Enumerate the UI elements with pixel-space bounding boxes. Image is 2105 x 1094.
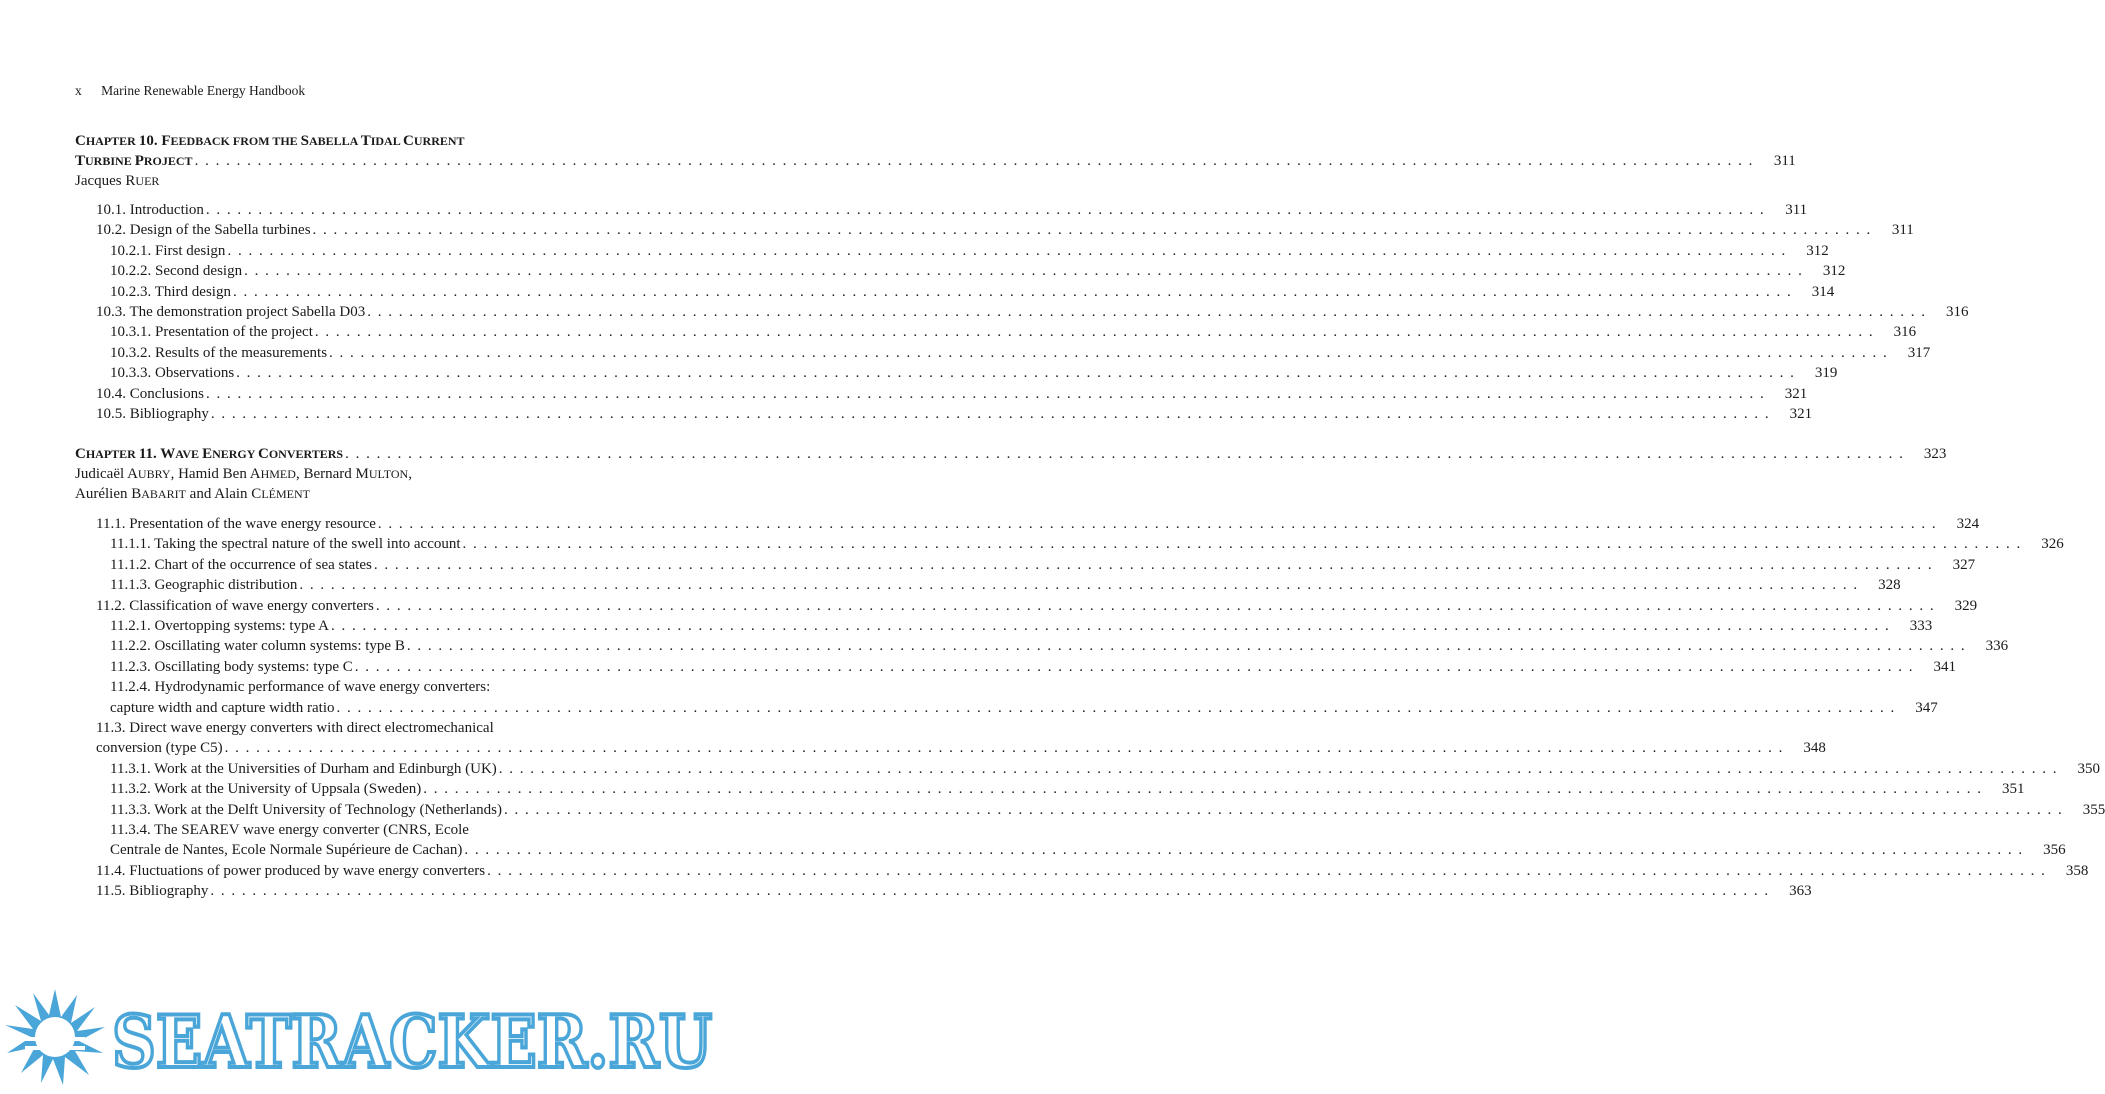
toc-entry[interactable]	[110, 616, 1933, 636]
toc-leader-dots	[337, 698, 1896, 718]
toc-leader-dots	[504, 800, 2063, 820]
toc-entry-title: 10.3.1. Presentation of the project	[110, 324, 313, 341]
toc-entry[interactable]	[96, 302, 1969, 322]
toc-entry[interactable]	[96, 404, 1813, 424]
toc-leader-dots	[329, 343, 1888, 363]
toc-entry-title: 10.3. The demonstration project Sabella D03	[96, 304, 366, 320]
running-header	[75, 83, 305, 99]
toc-entry-page: 347	[1915, 699, 1938, 716]
toc-entry-page: 350	[2077, 760, 2101, 777]
toc-entry-title: 10.2. Design of the Sabella turbines	[96, 222, 311, 239]
toc-leader-dots	[463, 534, 2022, 554]
toc-leader-dots	[236, 363, 1795, 383]
toc-entry[interactable]	[110, 555, 1976, 575]
toc-entry-title: 11.3.3. Work at the Delft University of Technology (Netherlands)	[110, 801, 502, 818]
toc-entry[interactable]	[96, 861, 2089, 881]
toc-entry-page: 312	[1806, 242, 1829, 259]
toc-leader-dots	[233, 282, 1792, 302]
toc-entry[interactable]	[110, 759, 2101, 779]
toc-entry-title: 10.3.2. Results of the measurements	[110, 344, 328, 361]
toc-entry[interactable]	[96, 881, 1812, 901]
toc-entry[interactable]	[110, 261, 1846, 281]
toc-entry-page: 358	[2065, 862, 2089, 879]
toc-entry[interactable]	[110, 840, 2066, 860]
toc-entry[interactable]	[96, 596, 1978, 616]
toc-leader-dots	[210, 881, 1769, 901]
toc-entry-page: 324	[1956, 516, 1980, 532]
toc-entry[interactable]	[96, 220, 1914, 240]
toc-entry-page: 321	[1789, 406, 1813, 422]
toc-entry-title: 11.3.2. Work at the University of Uppsala (Sweden)	[110, 781, 422, 798]
toc-entry-title: 10.5. Bibliography	[96, 406, 209, 422]
watermark-text: SEATRACKER.RU	[112, 999, 712, 1084]
toc-entry-title: 10.4. Conclusions	[96, 385, 204, 402]
watermark	[0, 985, 723, 1085]
toc-entry-title: 11.4. Fluctuations of power produced by wave energy converters	[96, 862, 486, 879]
toc-entry-title: capture width and capture width ratio	[110, 699, 335, 716]
toc-leader-dots	[244, 261, 1803, 281]
toc-entry[interactable]	[96, 514, 1980, 534]
toc-leader-dots	[313, 220, 1872, 240]
toc-entry-page: 316	[1893, 324, 1917, 341]
toc-leader-dots	[331, 616, 1890, 636]
toc-entry-page: 321	[1784, 385, 1808, 402]
toc-leader-dots	[355, 657, 1914, 677]
toc-entry-title: 10.2.2. Second design	[110, 263, 243, 280]
chapter-11-title[interactable]: CHAPTER 11. WAVE ENERGY CONVERTERS . . . 323	[75, 444, 649, 464]
toc-entry-page: 314	[1811, 283, 1835, 300]
toc-entry[interactable]	[110, 534, 2064, 554]
toc-entry-page: 311	[1891, 222, 1914, 239]
toc-entry[interactable]	[110, 363, 1838, 383]
toc-entry[interactable]	[110, 677, 649, 697]
toc-entry-page: 363	[1789, 883, 1812, 900]
chapter-11-page: 323	[1923, 446, 1947, 462]
toc-entry-page: 333	[1909, 618, 1933, 634]
toc-entry[interactable]	[96, 200, 1808, 220]
toc-entry-page: 356	[2043, 842, 2066, 859]
chapter-10-page: 311	[1773, 153, 1796, 169]
chapter-10-title-line2[interactable]: TURBINE PROJECT . . . 311	[75, 151, 649, 171]
toc-entry[interactable]	[110, 343, 1931, 363]
toc-entry[interactable]	[110, 779, 2025, 799]
toc-entry-page: 316	[1946, 304, 1969, 320]
toc-leader-dots	[423, 779, 1982, 799]
header-title: Marine Renewable Energy Handbook	[101, 83, 306, 98]
toc-entry[interactable]	[110, 282, 1835, 302]
toc-entry-title: 11.3.1. Work at the Universities of Durham and Edinburgh (UK)	[110, 760, 497, 777]
toc-entry-title: 11.3. Direct wave energy converters with direct electromechanical	[96, 720, 494, 736]
toc-entry[interactable]	[110, 820, 649, 840]
toc-entry[interactable]	[110, 698, 1938, 718]
toc-leader-dots	[211, 404, 1770, 424]
toc-entry[interactable]	[96, 738, 1826, 758]
toc-leader-dots	[225, 738, 1784, 758]
toc-entry-title: 11.3.4. The SEAREV wave energy converter (CNRS, Ecole	[110, 822, 469, 838]
toc-entry-title: 11.2.1. Overtopping systems: type A	[110, 618, 330, 634]
toc-entry-page: 348	[1803, 740, 1826, 757]
toc-leader-dots	[487, 861, 2046, 881]
toc-leader-dots	[367, 302, 1926, 322]
toc-leader-dots	[206, 200, 1765, 220]
toc-leader-dots	[315, 322, 1874, 342]
toc-entry-page: 326	[2041, 536, 2064, 553]
toc-entry[interactable]	[110, 322, 1917, 342]
toc-leader-dots	[378, 514, 1937, 534]
toc-entry-title: 10.2.3. Third design	[110, 283, 231, 300]
toc-entry[interactable]	[96, 718, 649, 738]
toc-leader-dots	[206, 384, 1765, 404]
toc-leader-dots	[374, 555, 1933, 575]
toc-entry-title: 11.5. Bibliography	[96, 883, 209, 900]
toc-leader-dots	[464, 840, 2023, 860]
toc-entry-title: 11.1. Presentation of the wave energy resource	[96, 516, 376, 532]
toc-leader-dots	[227, 241, 1786, 261]
toc-entry-page: 328	[1878, 577, 1901, 594]
toc-leader-dots	[499, 759, 2058, 779]
sun-logo-icon	[5, 989, 105, 1085]
toc-entry[interactable]	[110, 241, 1829, 261]
chapter-10-author: Jacques RUER	[75, 173, 160, 189]
toc-entry-page: 327	[1952, 556, 1976, 573]
toc-entry-page: 312	[1822, 263, 1846, 280]
toc-entry-title: conversion (type C5)	[96, 740, 223, 757]
chapter-10-title-line1: CHAPTER 10. FEEDBACK FROM THE SABELLA TIDAL CURRENT	[75, 133, 465, 149]
toc-entry-page: 355	[2082, 801, 2105, 818]
toc-entry-title: Centrale de Nantes, Ecole Normale Supérieure de Cachan)	[110, 842, 463, 859]
toc-entry-title: 10.2.1. First design	[110, 242, 226, 259]
toc-leader-dots	[299, 575, 1858, 595]
chapter-11-authors-line2: Aurélien BABARIT and Alain CLÉMENT	[75, 486, 310, 502]
toc-entry-title: 11.2.2. Oscillating water column systems: type B	[110, 638, 405, 655]
toc-leader-dots	[407, 636, 1966, 656]
toc-entry-page: 311	[1785, 202, 1808, 218]
header-page-number: x	[75, 83, 82, 98]
toc-entry-title: 11.2.4. Hydrodynamic performance of wave energy converters:	[110, 679, 491, 696]
toc-entry[interactable]	[110, 636, 2009, 656]
toc-entry-title: 11.2. Classification of wave energy converters	[96, 597, 374, 614]
toc-entry-page: 317	[1907, 344, 1931, 361]
toc-entry-page: 341	[1933, 658, 1957, 675]
toc-entry-title: 11.1.3. Geographic distribution	[110, 577, 298, 594]
toc-leader-dots	[376, 596, 1935, 616]
toc-entry[interactable]	[110, 657, 1957, 677]
toc-entry-page: 319	[1814, 365, 1838, 382]
toc-entry-page: 336	[1985, 638, 2009, 655]
toc-entry-page: 351	[2001, 781, 2025, 798]
chapter-11-authors-line1: Judicaël AUBRY, Hamid Ben AHMED, Bernard MULTON,	[75, 466, 412, 482]
toc-entry[interactable]	[110, 575, 1901, 595]
toc-entry-page: 329	[1954, 597, 1978, 614]
toc-entry-title: 10.1. Introduction	[96, 202, 204, 218]
toc-entry-title: 11.2.3. Oscillating body systems: type C	[110, 658, 353, 675]
toc-entry-title: 11.1.2. Chart of the occurrence of sea states	[110, 556, 372, 573]
toc-entry[interactable]	[110, 800, 2105, 820]
toc-entry[interactable]	[96, 384, 1808, 404]
toc-entry-title: 10.3.3. Observations	[110, 365, 235, 382]
toc-entry-title: 11.1.1. Taking the spectral nature of the swell into account	[110, 536, 461, 553]
